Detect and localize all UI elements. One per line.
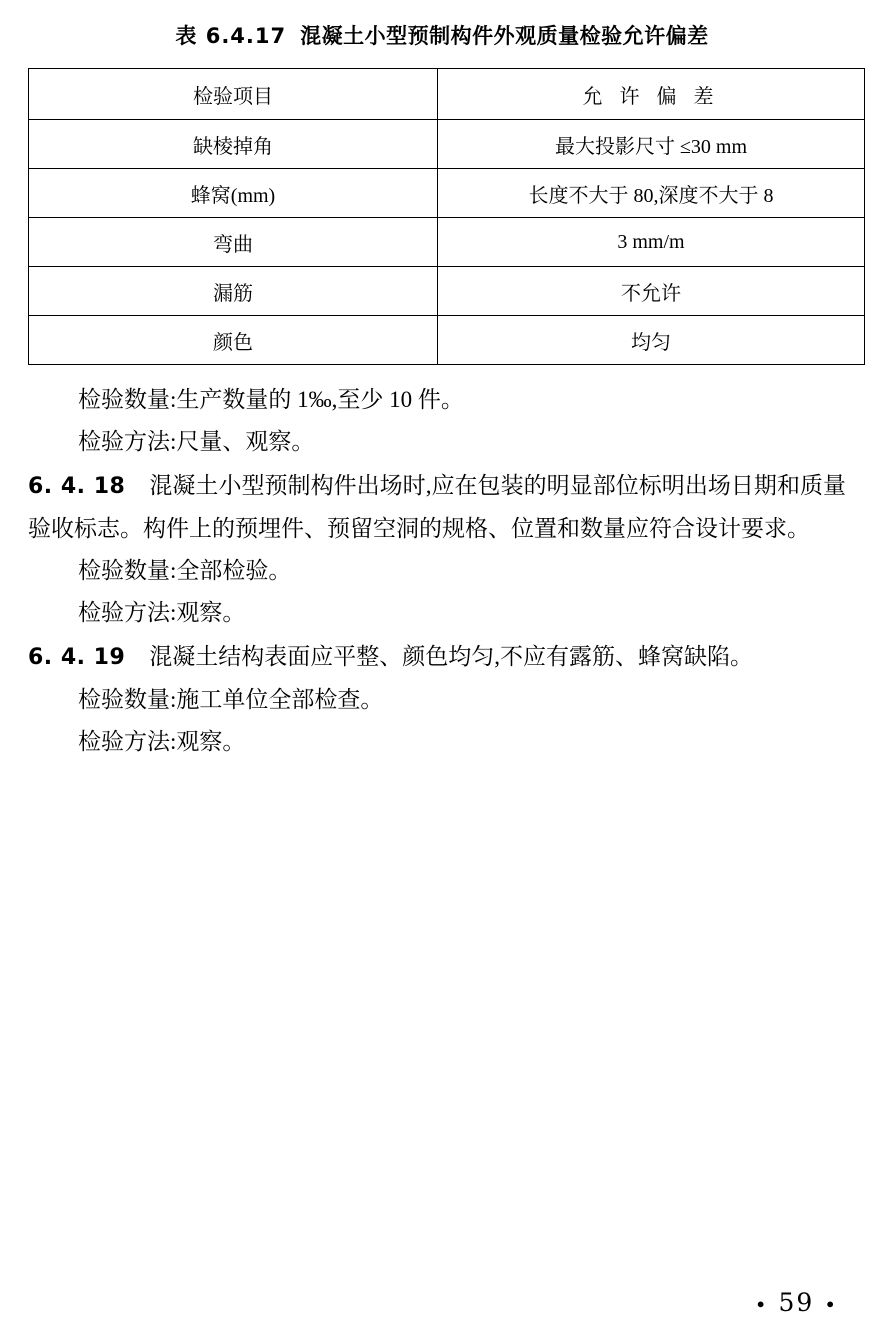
page-footer [755, 1288, 838, 1317]
table-cell-tolerance: 最大投影尺寸 ≤30 mm [438, 120, 865, 169]
clause-6-4-19 [28, 636, 846, 679]
paragraph-check-method: 检验方法:观察。 [78, 600, 246, 625]
table-cell-tolerance: 均匀 [438, 316, 865, 365]
table-cell-tolerance: 3 mm/m [438, 218, 865, 267]
paragraph-check-quantity: 检验数量:全部检验。 [78, 558, 292, 583]
table-cell-item: 弯曲 [29, 218, 438, 267]
table-row [29, 267, 865, 316]
table-row [29, 169, 865, 218]
clause-text: 混凝土小型预制构件出场时,应在包装的明显部位标明出场日期和质量验收标志。构件上的预埋件、预留空洞的规格、位置和数量应符合设计要求。 [28, 473, 847, 541]
footer-right-dot: • [824, 1292, 838, 1317]
paragraph-check-method: 检验方法:观察。 [78, 729, 246, 754]
table-cell-tolerance: 不允许 [438, 267, 865, 316]
table-row [29, 218, 865, 267]
table-cell-item: 缺棱掉角 [29, 120, 438, 169]
table-header-row [29, 69, 865, 120]
paragraph-check-quantity: 检验数量:生产数量的 1‰,至少 10 件。 [78, 387, 464, 412]
table-caption [0, 0, 874, 50]
table-row [29, 316, 865, 365]
paragraph-check-quantity: 检验数量:施工单位全部检查。 [78, 687, 384, 712]
table-cell-item: 漏筋 [29, 267, 438, 316]
clause-text: 混凝土结构表面应平整、颜色均匀,不应有露筋、蜂窝缺陷。 [149, 644, 754, 669]
table-header-tolerance: 允 许 偏 差 [438, 69, 865, 120]
document-body [28, 365, 846, 763]
table-container [28, 68, 846, 365]
table-cell-item: 蜂窝(mm) [29, 169, 438, 218]
page-number: 59 [778, 1288, 815, 1317]
table-cell-tolerance: 长度不大于 80,深度不大于 8 [438, 169, 865, 218]
table-row [29, 120, 865, 169]
table-caption-text: 混凝土小型预制构件外观质量检验允许偏差 [300, 24, 709, 48]
table-caption-number: 表 6.4.17 [175, 24, 287, 48]
clause-number: 6. 4. 19 [28, 645, 126, 670]
footer-left-dot: • [754, 1292, 769, 1317]
paragraph-check-method: 检验方法:尺量、观察。 [78, 429, 315, 454]
table-header-item: 检验项目 [29, 69, 438, 120]
tolerance-table [28, 68, 865, 365]
clause-number: 6. 4. 18 [28, 474, 126, 499]
table-cell-item: 颜色 [29, 316, 438, 365]
clause-6-4-18 [28, 465, 846, 550]
